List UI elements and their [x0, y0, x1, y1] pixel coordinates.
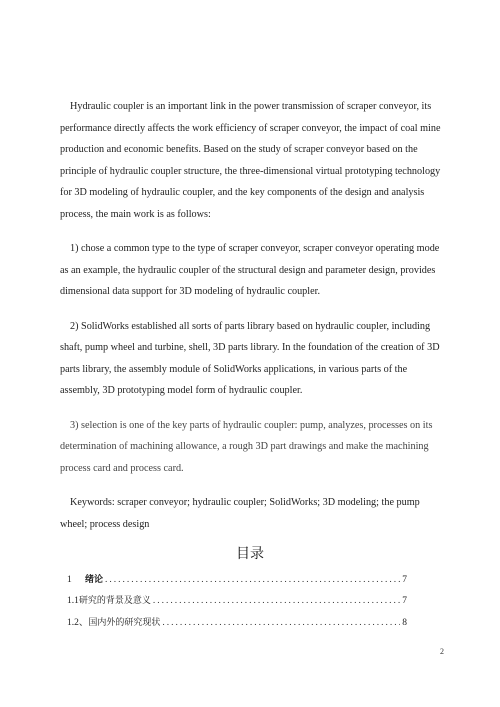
toc-entry[interactable] [67, 614, 407, 635]
keywords-label: Keywords [70, 497, 112, 508]
toc-leader-dots [162, 618, 400, 628]
toc-leader-dots [153, 596, 400, 606]
toc-entry[interactable] [67, 593, 407, 614]
toc-entry-label: 研究的背景及意义 [78, 596, 151, 606]
toc-entry-page: 8 [402, 618, 407, 628]
toc-entry-number: 1.2、 [67, 618, 89, 628]
toc-entry[interactable] [67, 572, 407, 593]
page-number: 2 [440, 647, 444, 656]
toc-entry-page: 7 [402, 575, 407, 585]
toc-entry-label: 国内外的研究现状 [88, 618, 161, 628]
toc-entry-number: 1.1 [67, 596, 79, 606]
toc-title: 目录 [236, 546, 264, 562]
toc-entry-label: 绪论 [85, 575, 104, 585]
toc-entry-page: 7 [402, 596, 407, 606]
toc-leader-dots [105, 575, 400, 585]
keywords-line [60, 492, 444, 535]
abstract-paragraph-intro: Hydraulic coupler is an important link in the power transmission of scraper conveyor, its performance directly affects the work efficiency of scraper conveyor, the impact of coal mine production and economic benefits. Based on the study of scraper conveyor based on the principle of hydraulic coupler structure, the three-dimensional virtual prototyping technology for 3D modeling of hydraulic coupler, and the key components of the design and analysis process, the main work is as follows: [60, 101, 441, 220]
english-abstract [60, 96, 444, 548]
abstract-paragraph-point-2: 2) SolidWorks established all sorts of parts library based on hydraulic coupler, including shaft, pump wheel and turbine, shell, 3D parts library. In the foundation of the creation of 3D parts library, the assembly module of SolidWorks applications, in various parts of the assembly, 3D prototyping model form of hydraulic coupler. [60, 320, 440, 396]
toc-entry-number: 1 [67, 575, 72, 585]
abstract-paragraph-point-3: 3) selection is one of the key parts of hydraulic coupler: pump, analyzes, processes on its determination of machining allowance, a rough 3D part drawings and make the machining process card and process card. [60, 419, 433, 474]
keywords-text: : scraper conveyor; hydraulic coupler; SolidWorks; 3D modeling; the pump wheel; process design [60, 497, 420, 530]
table-of-contents [67, 572, 407, 635]
abstract-paragraph-point-1: 1) chose a common type to the type of scraper conveyor, scraper conveyor operating mode as an example, the hydraulic coupler of the structural design and parameter design, provides dimensional data support for 3D modeling of hydraulic coupler. [60, 243, 440, 297]
